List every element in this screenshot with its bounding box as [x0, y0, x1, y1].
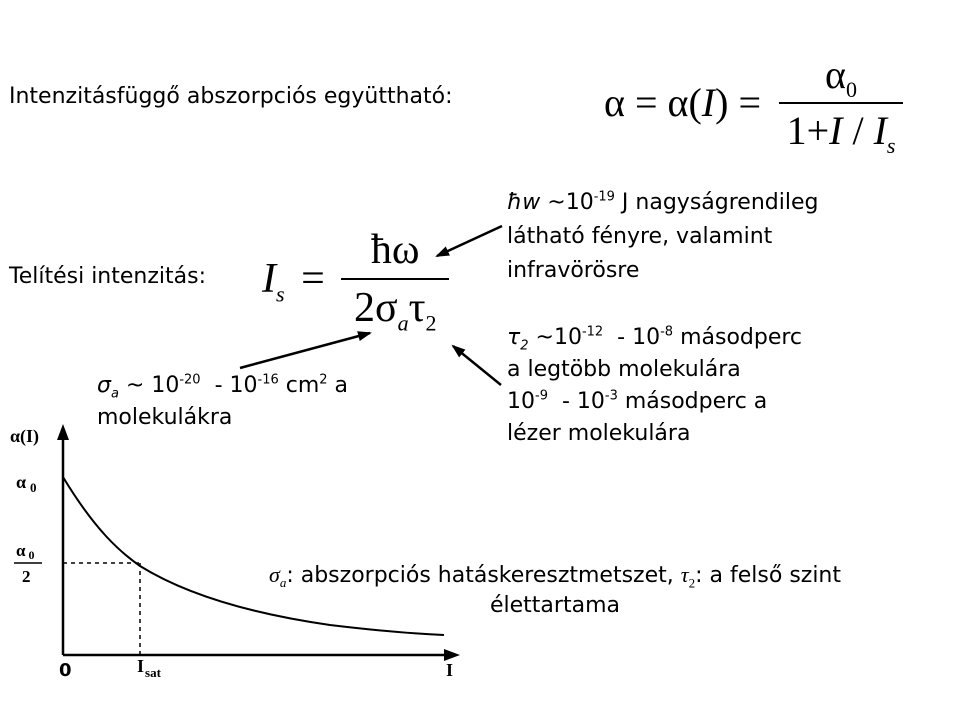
x-tick-isat-sym: I	[137, 656, 145, 676]
tau-l3-exp1: -9	[535, 388, 548, 404]
eq-lhs: α = α(	[604, 80, 702, 125]
num-alpha-sub: 0	[846, 77, 857, 102]
x-axis-label: I	[446, 660, 454, 680]
sigma-exp2: -16	[257, 372, 279, 388]
sigma-symbol: σ	[97, 373, 111, 398]
sigma-unit: cm	[278, 373, 320, 398]
tau-l3-unit: másodperc a	[617, 389, 768, 414]
sigma-approx: ~ 10	[118, 373, 180, 398]
tau-sub: 2	[520, 338, 529, 354]
hw-exponent: -19	[593, 189, 615, 205]
y-tick-half-num	[16, 541, 35, 562]
sat-I: I	[262, 256, 276, 302]
sigma-unit-exp: 2	[319, 372, 328, 388]
note-hw-line2: látható fényre, valamint	[507, 224, 773, 249]
x-origin-label: 0	[59, 660, 72, 681]
sat-I-sub: s	[276, 281, 285, 307]
eq-I: I	[701, 80, 716, 125]
den-slash: /	[842, 108, 874, 153]
def-tau-sub: 2	[688, 575, 696, 591]
def-part2: : a felső szint	[695, 563, 842, 588]
den-one-plus: 1+	[786, 108, 830, 153]
sigma-exp1: -20	[179, 372, 201, 388]
saturation-numerator: ħω	[341, 226, 449, 280]
tau-l3-dash: - 10	[547, 389, 605, 414]
y-tick-half-sub: 0	[28, 548, 35, 562]
definition-text	[180, 560, 930, 621]
sat-equals: =	[301, 256, 325, 302]
sat-den-sigma-sub: a	[397, 310, 409, 336]
note-sigma-line2: molekulákra	[97, 405, 233, 430]
y-tick-alpha0	[16, 472, 37, 495]
tau-l3-base: 10	[507, 389, 535, 414]
saturation-label: Telítési intenzitás:	[9, 264, 206, 289]
sat-den-sigma: σ	[374, 285, 398, 331]
def-tau: τ	[680, 562, 689, 587]
sigma-tail: a	[327, 373, 349, 398]
tau-unit: másodperc	[673, 325, 803, 350]
den-Is-sub: s	[886, 133, 896, 158]
note-tau-line4: lézer molekulára	[507, 421, 691, 446]
definition-line1	[180, 560, 930, 591]
def-part1: : abszorpciós hatáskeresztmetszet,	[286, 563, 681, 588]
note-tau-line2: a legtöbb molekulára	[507, 357, 741, 382]
y-tick-alpha0-sub: 0	[30, 480, 37, 495]
num-alpha: α	[825, 52, 846, 97]
den-Is: I	[873, 108, 887, 153]
y-tick-alpha0-sym: α	[16, 472, 27, 492]
den-I: I	[829, 108, 843, 153]
hw-unit: J nagyságrendileg	[614, 190, 819, 215]
x-tick-isat-sub: sat	[145, 665, 161, 680]
eq-mid: ) =	[715, 80, 762, 125]
tau-symbol: τ	[507, 325, 521, 350]
sigma-dash: - 10	[200, 373, 258, 398]
y-axis-arrowhead	[57, 424, 69, 440]
def-sigma-sub: a	[279, 575, 287, 591]
tau-l3-exp2: -3	[604, 388, 618, 404]
tau-dash: - 10	[603, 325, 661, 350]
hw-approx: ~10	[540, 190, 594, 215]
tau-approx: ~10	[528, 325, 582, 350]
x-tick-isat	[137, 656, 162, 680]
tau-exp2: -8	[660, 324, 674, 340]
sat-den-tau: τ	[408, 285, 426, 331]
def-sigma: σ	[268, 562, 280, 587]
sigma-sub: a	[110, 386, 119, 402]
definition-line2: élettartama	[490, 593, 620, 618]
sat-den-2: 2	[353, 285, 375, 331]
tau-exp1: -12	[581, 324, 604, 340]
sat-den-tau-sub: 2	[425, 310, 437, 336]
arrow-tau	[453, 346, 501, 385]
hw-symbol: ħw	[507, 190, 541, 215]
absorption-label: Intenzitásfüggő abszorpciós együttható:	[9, 84, 453, 109]
y-tick-half-sym: α	[16, 541, 26, 560]
note-hw-line3: infravörösre	[507, 258, 640, 283]
arrow-sigma	[240, 333, 370, 368]
y-tick-half-den: 2	[22, 567, 31, 586]
arrow-hw	[437, 226, 502, 256]
y-axis-label: α(I)	[10, 426, 40, 446]
